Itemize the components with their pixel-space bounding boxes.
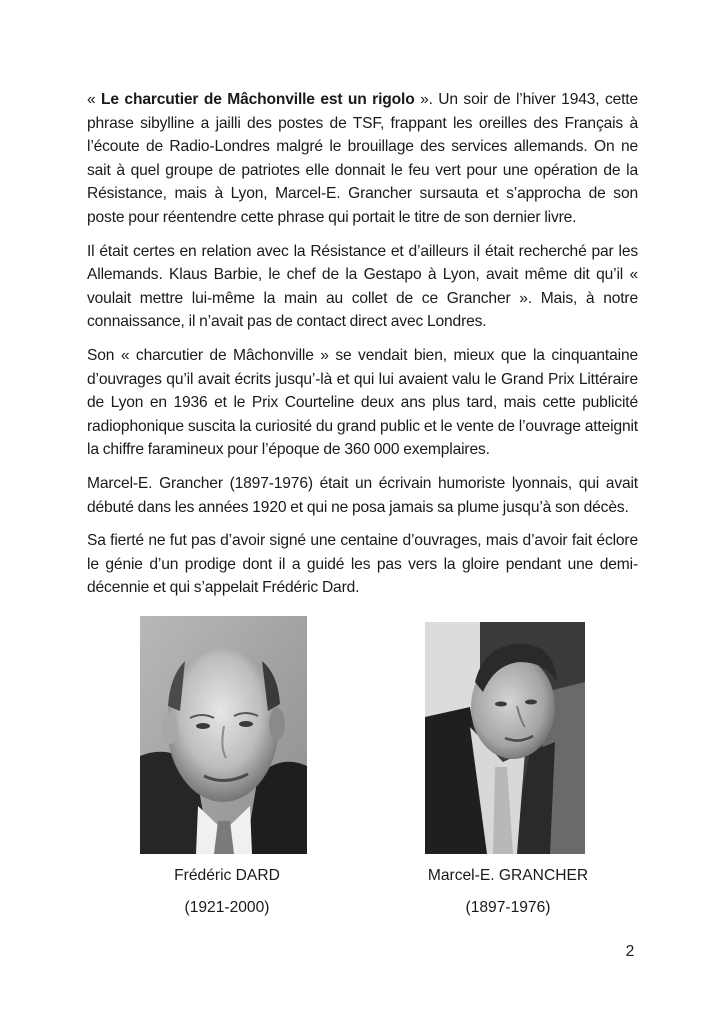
caption-grancher-years: (1897-1976): [465, 899, 551, 916]
paragraph-1: [87, 88, 638, 230]
paragraph-4: Marcel-E. Grancher (1897-1976) était un écrivain humoriste lyonnais, qui avait débuté dans les années 1920 et qui ne posa jamais sa plume jusqu’à son décès.: [87, 474, 638, 516]
paragraph-2: Il était certes en relation avec la Résistance et d’ailleurs il était recherché par les Allemands. Klaus Barbie, le chef de la Gestapo à Lyon, avait même dit qu’il « voulait mettre lui-même la main au collet de ce Grancher ». Mais, à notre connaissance, il n’avait pas de contact direct avec Londres.: [87, 242, 638, 331]
portrait-grancher-image: [425, 622, 585, 854]
open-quote: «: [87, 91, 102, 108]
paragraph-1-text: . Un soir de l’hiver 1943, cette phrase sibylline a jailli des postes de TSF, frappant les oreilles des Français à l’écoute de Radio-Londres malgré le brouillage des services allemands. On ne sait à quel groupe de patriotes elle donnait le feu vert pour une opération de la Résistance, mais à Lyon, Marcel-E. Grancher sursauta et s’approcha de son poste pour réentendre cette phrase qui portait le titre de son dernier livre.: [87, 91, 638, 226]
photo-marcel-grancher: [425, 622, 585, 854]
body-text: [87, 88, 638, 610]
caption-dard-name: Frédéric DARD: [174, 867, 280, 884]
paragraph-3: Son « charcutier de Mâchonville » se vendait bien, mieux que la cinquantaine d’ouvrages qu’il avait écrits jusqu’-là et qui lui avaient valu le Grand Prix Littéraire de Lyon en 1936 et le Prix Courteline deux ans plus tard, mais cette publicité radiophonique suscita la curiosité du grand public et le vente de l’ouvrage atteignit la chiffre faramineux pour l’époque de 360 000 exemplaires.: [87, 346, 638, 459]
photo-frederic-dard: [140, 616, 307, 854]
caption-grancher-name: Marcel-E. GRANCHER: [427, 867, 589, 884]
paragraph-5: Sa fierté ne fut pas d’avoir signé une centaine d’ouvrages, mais d’avoir fait éclore le génie d’un prodige dont il a guidé les pas vers la gloire pendant une demi-décennie et qui s’appelait Frédéric Dard.: [87, 532, 638, 597]
caption-dard-years: (1921-2000): [184, 899, 270, 916]
close-quote: »: [414, 91, 429, 108]
portrait-dard-image: [140, 616, 307, 854]
bold-book-title: Le charcutier de Mâchonville est un rigolo: [101, 91, 415, 108]
page-number: 2: [625, 943, 635, 960]
